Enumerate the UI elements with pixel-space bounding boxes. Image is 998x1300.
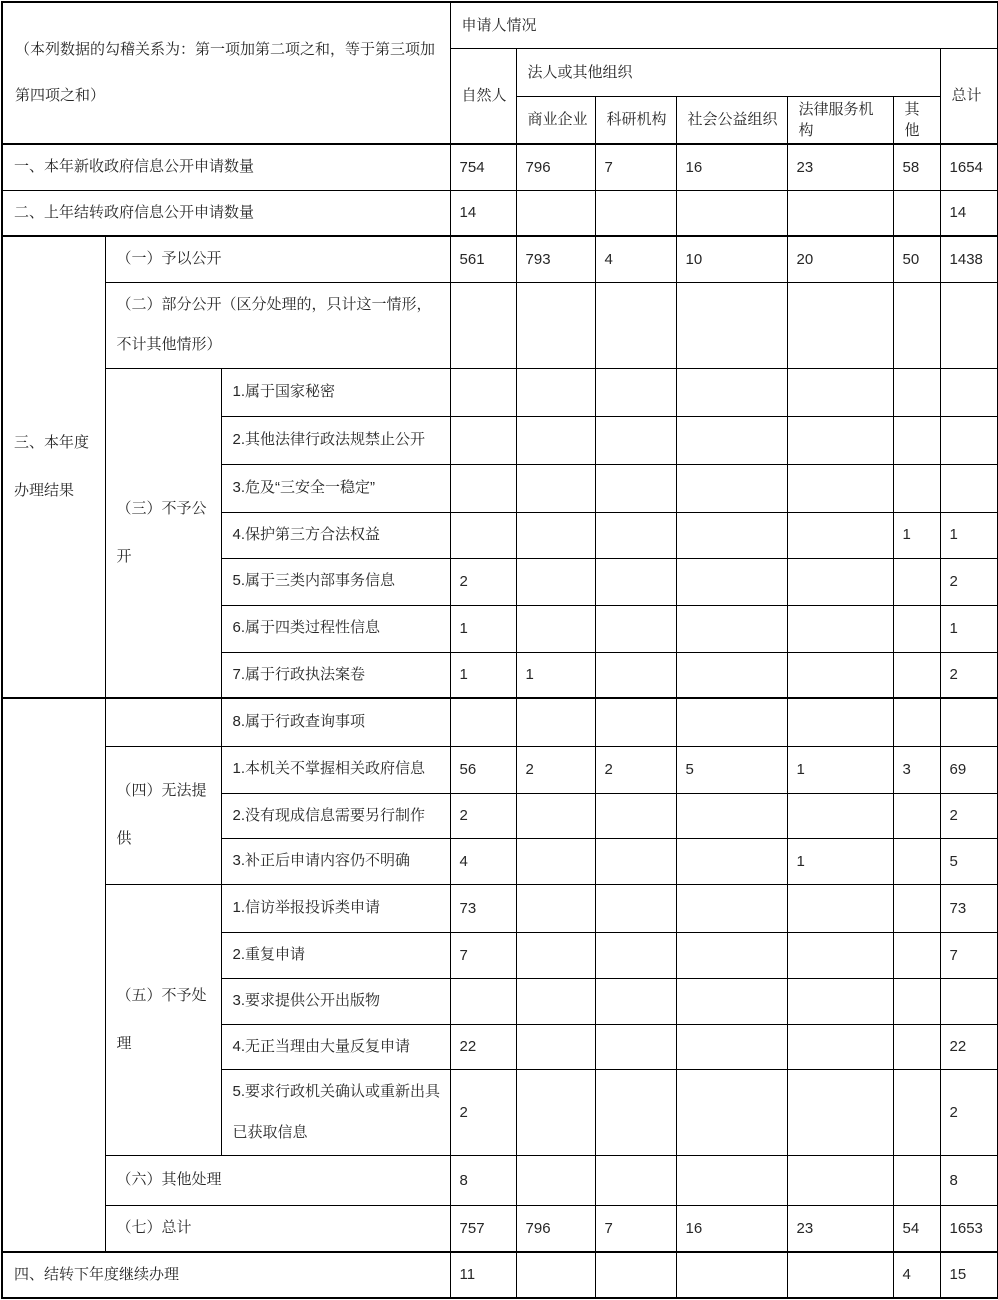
value-cell xyxy=(595,282,676,368)
report-table xyxy=(1,1,998,1299)
value-cell xyxy=(893,605,940,652)
value-cell: 2 xyxy=(940,652,998,698)
value-cell xyxy=(516,512,595,558)
group-label: 三、本年度办理结果 xyxy=(2,236,105,698)
column-header: 法人或其他组织 xyxy=(516,48,940,96)
value-cell: 1438 xyxy=(940,236,998,282)
column-header: 社会公益组织 xyxy=(676,96,787,144)
row-label: （二）部分公开（区分处理的，只计这一情形，不计其他情形） xyxy=(105,282,450,368)
value-cell: 5 xyxy=(676,746,787,793)
value-cell xyxy=(516,368,595,416)
value-cell: 8 xyxy=(450,1156,516,1206)
value-cell xyxy=(450,464,516,512)
value-cell xyxy=(450,512,516,558)
value-cell: 20 xyxy=(787,236,893,282)
value-cell: 7 xyxy=(595,144,676,190)
value-cell xyxy=(516,1070,595,1156)
value-cell xyxy=(893,933,940,979)
value-cell xyxy=(676,416,787,464)
value-cell: 14 xyxy=(940,190,998,236)
value-cell xyxy=(595,1252,676,1299)
group-label xyxy=(2,698,105,1252)
value-cell xyxy=(940,282,998,368)
value-cell xyxy=(595,416,676,464)
table-row xyxy=(2,144,998,190)
column-header: 科研机构 xyxy=(595,96,676,144)
value-cell xyxy=(893,793,940,839)
value-cell xyxy=(516,605,595,652)
value-cell: 561 xyxy=(450,236,516,282)
value-cell: 73 xyxy=(940,885,998,933)
row-label: 7.属于行政执法案卷 xyxy=(221,652,450,698)
value-cell xyxy=(676,933,787,979)
value-cell xyxy=(893,1156,940,1206)
value-cell xyxy=(595,605,676,652)
row-label: （一）予以公开 xyxy=(105,236,450,282)
value-cell: 11 xyxy=(450,1252,516,1299)
value-cell xyxy=(787,652,893,698)
value-cell: 2 xyxy=(516,746,595,793)
value-cell xyxy=(893,1070,940,1156)
value-cell xyxy=(893,1024,940,1070)
value-cell: 1653 xyxy=(940,1206,998,1252)
value-cell: 1 xyxy=(940,512,998,558)
value-cell: 7 xyxy=(595,1206,676,1252)
value-cell xyxy=(676,282,787,368)
value-cell xyxy=(516,282,595,368)
table-row xyxy=(2,190,998,236)
row-label: 5.属于三类内部事务信息 xyxy=(221,558,450,605)
value-cell xyxy=(893,190,940,236)
row-label: 二、上年结转政府信息公开申请数量 xyxy=(2,190,450,236)
value-cell xyxy=(940,464,998,512)
value-cell xyxy=(787,282,893,368)
value-cell: 2 xyxy=(940,793,998,839)
value-cell: 4 xyxy=(595,236,676,282)
value-cell: 7 xyxy=(450,933,516,979)
value-cell xyxy=(787,793,893,839)
value-cell xyxy=(787,190,893,236)
value-cell: 1 xyxy=(787,746,893,793)
value-cell xyxy=(787,558,893,605)
value-cell: 5 xyxy=(940,839,998,885)
value-cell xyxy=(516,839,595,885)
value-cell: 754 xyxy=(450,144,516,190)
value-cell: 56 xyxy=(450,746,516,793)
value-cell xyxy=(787,512,893,558)
value-cell: 22 xyxy=(940,1024,998,1070)
value-cell xyxy=(676,1024,787,1070)
row-label: 四、结转下年度继续办理 xyxy=(2,1252,450,1299)
value-cell: 14 xyxy=(450,190,516,236)
table-row xyxy=(2,1206,998,1252)
value-cell xyxy=(940,978,998,1024)
report-table-body xyxy=(2,2,998,1298)
value-cell xyxy=(940,368,998,416)
value-cell xyxy=(676,1070,787,1156)
group-label: （五）不予处理 xyxy=(105,885,221,1156)
row-label: 1.本机关不掌握相关政府信息 xyxy=(221,746,450,793)
value-cell: 16 xyxy=(676,1206,787,1252)
table-row xyxy=(2,1156,998,1206)
value-cell xyxy=(595,885,676,933)
value-cell xyxy=(516,885,595,933)
value-cell: 1654 xyxy=(940,144,998,190)
column-header: 法律服务机构 xyxy=(787,96,893,144)
value-cell: 10 xyxy=(676,236,787,282)
column-header: 申请人情况 xyxy=(450,2,998,48)
value-cell xyxy=(516,1024,595,1070)
row-label: 2.重复申请 xyxy=(221,933,450,979)
value-cell xyxy=(516,698,595,746)
value-cell xyxy=(595,1024,676,1070)
group-label xyxy=(105,698,221,746)
value-cell xyxy=(450,282,516,368)
note-cell: （本列数据的勾稽关系为：第一项加第二项之和，等于第三项加第四项之和） xyxy=(2,2,450,144)
value-cell xyxy=(787,978,893,1024)
value-cell xyxy=(595,839,676,885)
value-cell xyxy=(676,652,787,698)
value-cell xyxy=(595,512,676,558)
value-cell: 757 xyxy=(450,1206,516,1252)
value-cell xyxy=(676,1252,787,1299)
value-cell xyxy=(516,793,595,839)
value-cell: 54 xyxy=(893,1206,940,1252)
value-cell xyxy=(787,416,893,464)
row-label: 8.属于行政查询事项 xyxy=(221,698,450,746)
value-cell xyxy=(787,885,893,933)
value-cell xyxy=(893,885,940,933)
row-label: （七）总计 xyxy=(105,1206,450,1252)
value-cell: 4 xyxy=(893,1252,940,1299)
value-cell: 2 xyxy=(450,793,516,839)
row-label: 5.要求行政机关确认或重新出具已获取信息 xyxy=(221,1070,450,1156)
value-cell xyxy=(595,464,676,512)
value-cell xyxy=(787,1024,893,1070)
value-cell: 2 xyxy=(595,746,676,793)
value-cell: 50 xyxy=(893,236,940,282)
value-cell: 23 xyxy=(787,144,893,190)
value-cell xyxy=(676,368,787,416)
group-label: （四）无法提供 xyxy=(105,746,221,885)
value-cell xyxy=(595,558,676,605)
value-cell: 2 xyxy=(940,558,998,605)
value-cell: 4 xyxy=(450,839,516,885)
value-cell xyxy=(676,1156,787,1206)
value-cell xyxy=(676,885,787,933)
row-label: （六）其他处理 xyxy=(105,1156,450,1206)
table-row xyxy=(2,236,998,282)
value-cell xyxy=(893,464,940,512)
column-header: 自然人 xyxy=(450,48,516,144)
value-cell: 1 xyxy=(940,605,998,652)
column-header: 商业企业 xyxy=(516,96,595,144)
value-cell: 2 xyxy=(940,1070,998,1156)
value-cell: 1 xyxy=(787,839,893,885)
value-cell xyxy=(676,558,787,605)
value-cell: 3 xyxy=(893,746,940,793)
value-cell xyxy=(893,282,940,368)
value-cell xyxy=(516,1156,595,1206)
value-cell xyxy=(516,416,595,464)
table-row xyxy=(2,1252,998,1299)
value-cell xyxy=(940,698,998,746)
value-cell xyxy=(595,190,676,236)
table-row xyxy=(2,885,998,933)
value-cell xyxy=(595,368,676,416)
column-header: 其他 xyxy=(893,96,940,144)
value-cell: 15 xyxy=(940,1252,998,1299)
value-cell xyxy=(787,1156,893,1206)
value-cell xyxy=(595,933,676,979)
value-cell xyxy=(450,368,516,416)
value-cell: 22 xyxy=(450,1024,516,1070)
value-cell xyxy=(595,1156,676,1206)
value-cell: 58 xyxy=(893,144,940,190)
value-cell xyxy=(787,464,893,512)
value-cell xyxy=(676,698,787,746)
value-cell: 1 xyxy=(516,652,595,698)
value-cell: 2 xyxy=(450,558,516,605)
value-cell xyxy=(595,793,676,839)
row-label: 3.要求提供公开出版物 xyxy=(221,978,450,1024)
value-cell: 8 xyxy=(940,1156,998,1206)
value-cell xyxy=(450,978,516,1024)
value-cell xyxy=(787,698,893,746)
row-label: 3.危及“三安全一稳定” xyxy=(221,464,450,512)
value-cell xyxy=(516,978,595,1024)
value-cell: 16 xyxy=(676,144,787,190)
value-cell xyxy=(676,464,787,512)
value-cell xyxy=(893,558,940,605)
value-cell xyxy=(893,416,940,464)
value-cell xyxy=(595,1070,676,1156)
row-label: 一、本年新收政府信息公开申请数量 xyxy=(2,144,450,190)
column-header: 总计 xyxy=(940,48,998,144)
value-cell xyxy=(516,558,595,605)
value-cell xyxy=(516,464,595,512)
value-cell: 1 xyxy=(450,652,516,698)
value-cell: 73 xyxy=(450,885,516,933)
value-cell xyxy=(787,933,893,979)
value-cell xyxy=(676,793,787,839)
value-cell: 7 xyxy=(940,933,998,979)
group-label: （三）不予公开 xyxy=(105,368,221,698)
value-cell xyxy=(676,605,787,652)
value-cell xyxy=(940,416,998,464)
row-label: 2.没有现成信息需要另行制作 xyxy=(221,793,450,839)
value-cell xyxy=(893,978,940,1024)
value-cell xyxy=(787,1252,893,1299)
table-row xyxy=(2,368,998,416)
value-cell xyxy=(676,839,787,885)
value-cell: 796 xyxy=(516,1206,595,1252)
value-cell: 2 xyxy=(450,1070,516,1156)
table-row xyxy=(2,746,998,793)
value-cell xyxy=(450,416,516,464)
value-cell xyxy=(450,698,516,746)
value-cell: 23 xyxy=(787,1206,893,1252)
value-cell xyxy=(676,190,787,236)
value-cell xyxy=(595,978,676,1024)
value-cell xyxy=(787,605,893,652)
value-cell xyxy=(787,368,893,416)
value-cell xyxy=(893,652,940,698)
row-label: 2.其他法律行政法规禁止公开 xyxy=(221,416,450,464)
row-label: 3.补正后申请内容仍不明确 xyxy=(221,839,450,885)
value-cell xyxy=(787,1070,893,1156)
value-cell: 69 xyxy=(940,746,998,793)
value-cell xyxy=(676,512,787,558)
value-cell xyxy=(893,698,940,746)
table-row xyxy=(2,698,998,746)
value-cell: 1 xyxy=(893,512,940,558)
row-label: 1.属于国家秘密 xyxy=(221,368,450,416)
value-cell xyxy=(676,978,787,1024)
value-cell xyxy=(516,933,595,979)
value-cell xyxy=(595,698,676,746)
row-label: 4.无正当理由大量反复申请 xyxy=(221,1024,450,1070)
value-cell xyxy=(516,190,595,236)
value-cell xyxy=(516,1252,595,1299)
row-label: 6.属于四类过程性信息 xyxy=(221,605,450,652)
value-cell xyxy=(595,652,676,698)
value-cell: 793 xyxy=(516,236,595,282)
value-cell xyxy=(893,839,940,885)
value-cell: 1 xyxy=(450,605,516,652)
value-cell xyxy=(893,368,940,416)
table-row xyxy=(2,2,998,48)
row-label: 1.信访举报投诉类申请 xyxy=(221,885,450,933)
table-row xyxy=(2,282,998,368)
row-label: 4.保护第三方合法权益 xyxy=(221,512,450,558)
value-cell: 796 xyxy=(516,144,595,190)
